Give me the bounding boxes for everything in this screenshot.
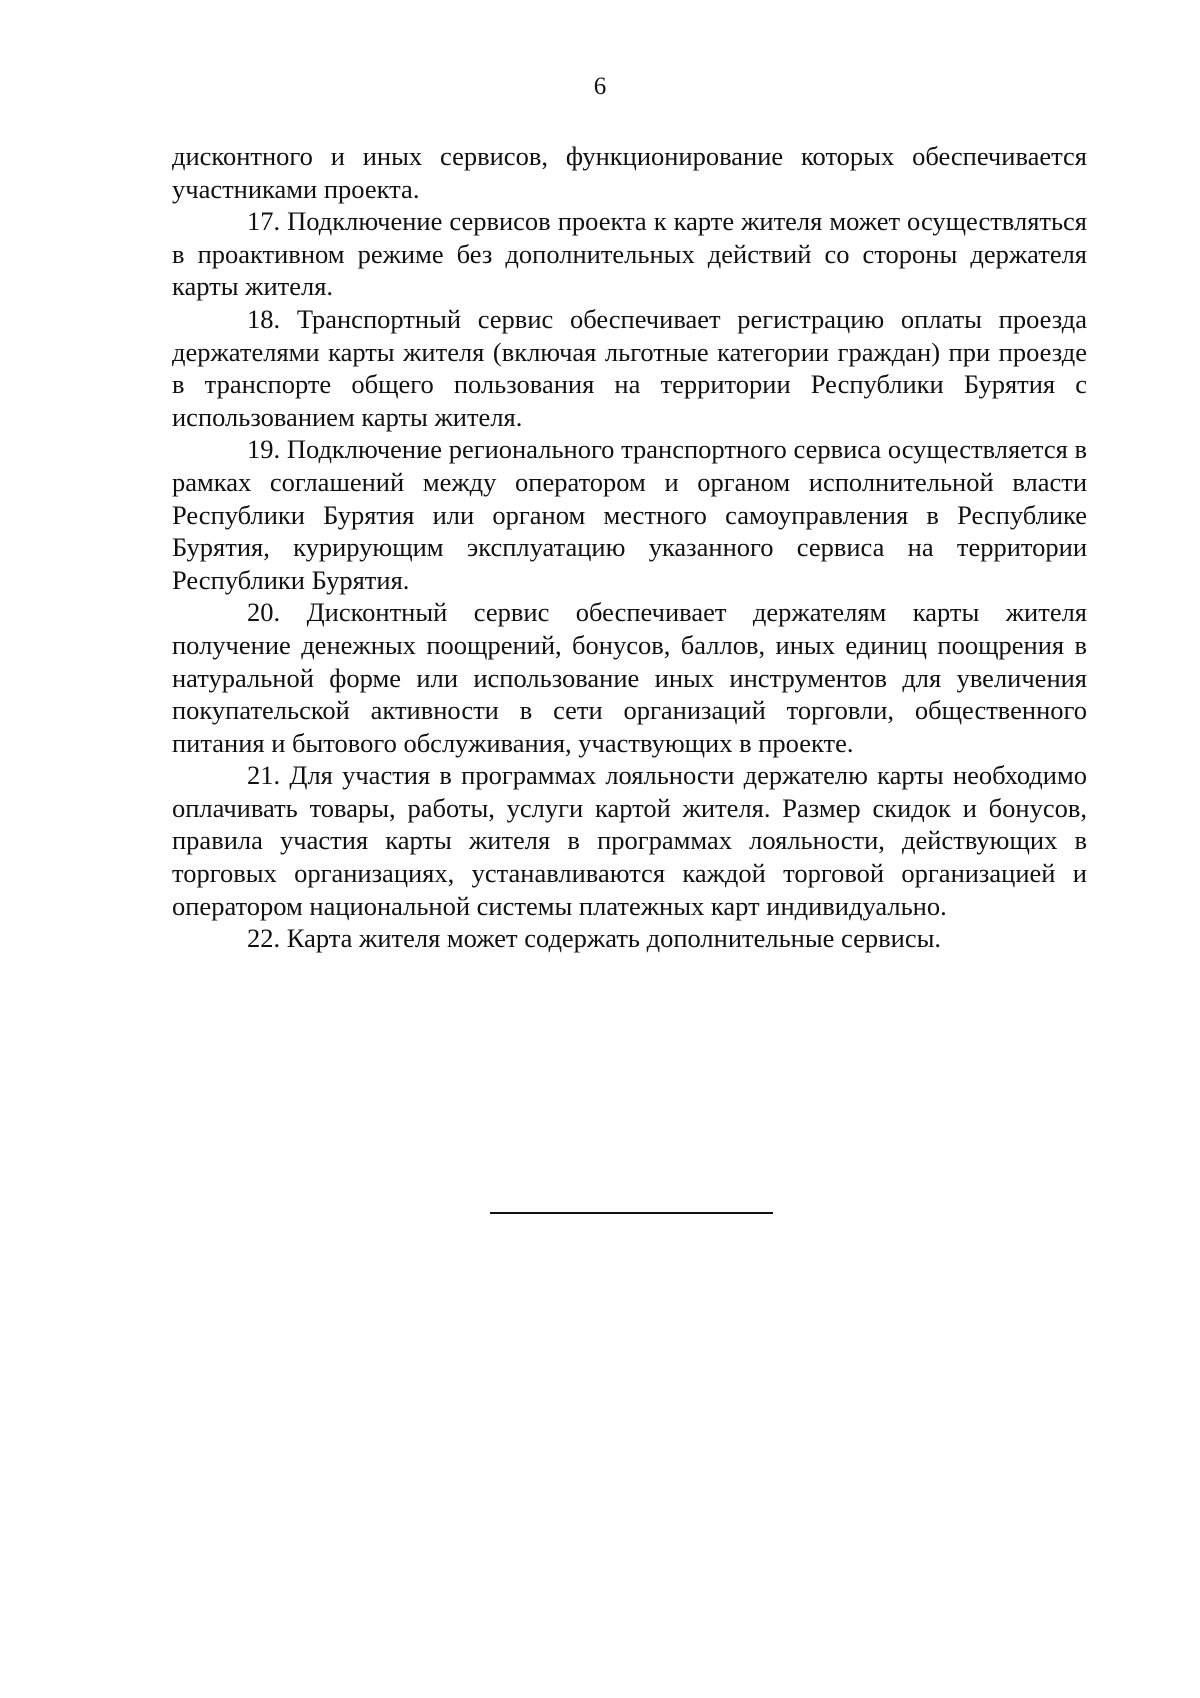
paragraph-19: 19. Подключение регионального транспортного сервиса осуществляется в рамках соглашений между оператором и органом исполнительной власти Республики Бурятия или органом местного самоуправления в Республике Бурятия, курирующим эксплуатацию указанного сервиса на территории Республики Бурятия. — [172, 434, 1087, 595]
paragraph-18: 18. Транспортный сервис обеспечивает регистрацию оплаты проезда держателями карты жителя (включая льготные категории граждан) при проезде в транспорте общего пользования на территории Республики Бурятия с использованием карты жителя. — [172, 303, 1087, 432]
page-number: 6 — [593, 73, 607, 100]
paragraph-continuation: дисконтного и иных сервисов, функционирование которых обеспечивается участниками проекта. — [172, 141, 1087, 204]
document-body — [172, 140, 1087, 955]
paragraph-21: 21. Для участия в программах лояльности держателю карты необходимо оплачивать товары, работы, услуги картой жителя. Размер скидок и бонусов, правила участия карты жителя в программах лояльности, действующих в торговых организациях, устанавливаются каждой торговой организацией и оператором национальной системы платежных карт индивидуально. — [172, 760, 1087, 921]
paragraph-17: 17. Подключение сервисов проекта к карте жителя может осуществляться в проактивном режиме без дополнительных действий со стороны держателя карты жителя. — [172, 206, 1087, 302]
end-of-document-rule — [490, 1212, 773, 1214]
paragraph-22: 22. Карта жителя может содержать дополнительные сервисы. — [247, 923, 942, 954]
paragraph-20: 20. Дисконтный сервис обеспечивает держателям карты жителя получение денежных поощрений, бонусов, баллов, иных единиц поощрения в натуральной форме или использование иных инструментов для увеличения покупательской активности в сети организаций торговли, общественного питания и бытового обслуживания, участвующих в проекте. — [172, 597, 1087, 758]
